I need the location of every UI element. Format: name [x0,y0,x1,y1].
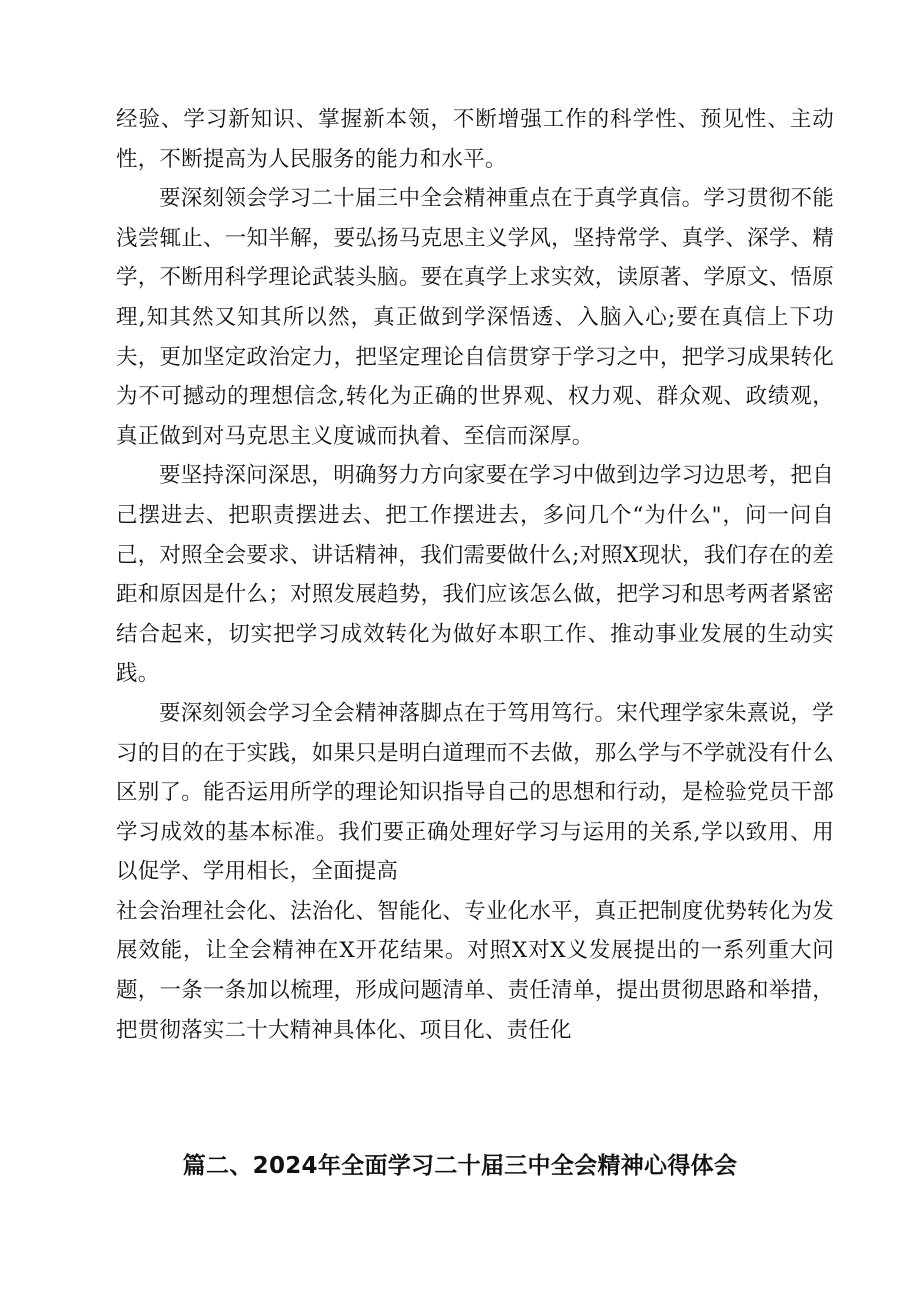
paragraph-governance: 社会治理社会化、法治化、智能化、专业化水平，真正把制度优势转化为发展效能，让全会精神在X开花结果。对照X对X义发展提出的一系列重大问题，一条一条加以梳理，形成问题清单、责任清单，提出贯彻思路和举措，把贯彻落实二十大精神具体化、项目化、责任化 [116,898,834,1043]
paragraph-practice: 要深刻领会学习全会精神落脚点在于笃用笃行。宋代理学家朱熹说，学习的目的在于实践，如果只是明白道理而不去做，那么学与不学就没有什么区别了。能否运用所学的理论知识指导自己的思想和行动，是检验党员干部学习成效的基本标准。我们要正确处理好学习与运用的关系,学以致用、用以促学、学用相长，全面提高 [116,700,834,885]
paragraph-continuation: 经验、学习新知识、掌握新本领，不断增强工作的科学性、预见性、主动性，不断提高为人民服务的能力和水平。 [116,107,834,172]
body-text [116,100,834,1050]
paragraph-true-study: 要深刻领会学习二十届三中全会精神重点在于真学真信。学习贯彻不能浅尝辄止、一知半解，要弘扬马克思主义学风，坚持常学、真学、深学、精学，不断用科学理论武装头脑。要在真学上求实效，读原著、学原文、悟原理,知其然又知其所以然，真正做到学深悟透、入脑入心;要在真信上下功夫，更加坚定政治定力，把坚定理论自信贯穿于学习之中，把学习成果转化为不可撼动的理想信念,转化为正确的世界观、权力观、群众观、政绩观，真正做到对马克思主义度诚而执着、至信而深厚。 [116,186,834,449]
section-heading: 篇二、2024年全面学习二十届三中全会精神心得体会 [182,1153,738,1179]
paragraph-deep-thinking: 要坚持深问深思，明确努力方向家要在学习中做到边学习边思考，把自己摆进去、把职责摆进去、把工作摆进去，多问几个“为什么"，问一问自己，对照全会要求、讲话精神，我们需要做什么;对照X现状，我们存在的差距和原因是什么；对照发展趋势，我们应该怎么做，把学习和思考两者紧密结合起来，切实把学习成效转化为做好本职工作、推动事业发展的生动实践。 [116,463,834,687]
